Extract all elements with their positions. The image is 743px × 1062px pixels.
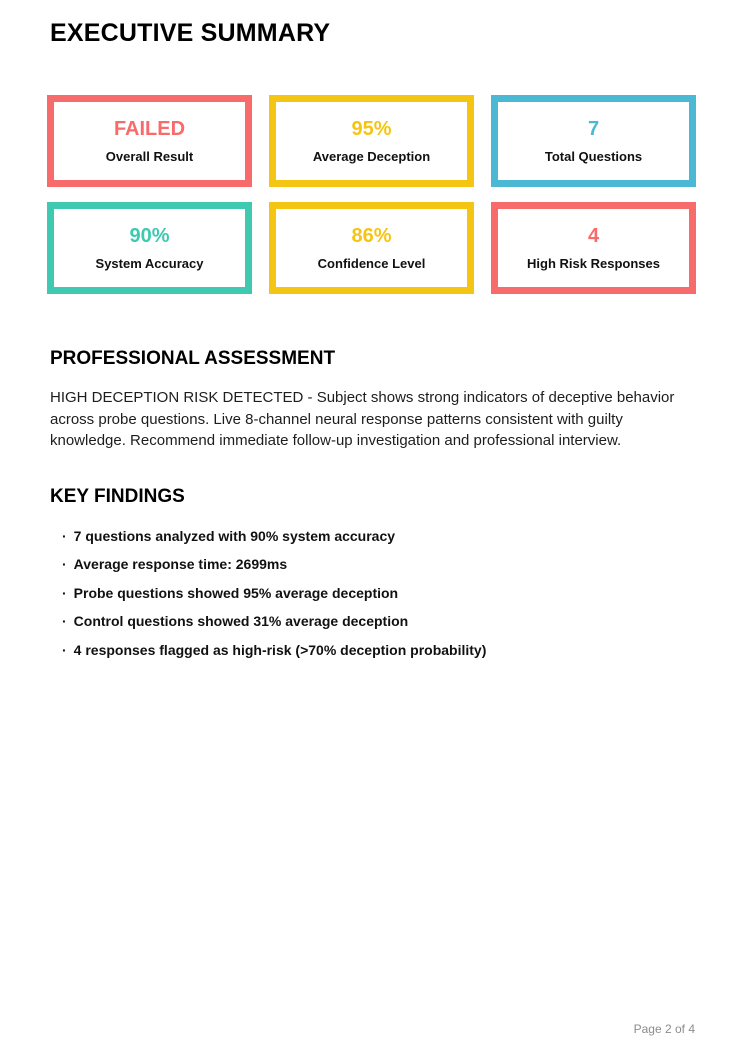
finding-item: [62, 556, 693, 573]
card-value: 7: [587, 118, 600, 140]
finding-text: Average response time: 2699ms: [73, 556, 288, 572]
summary-card: [269, 95, 474, 187]
finding-item: [62, 528, 693, 545]
assessment-heading: PROFESSIONAL ASSESSMENT: [50, 348, 336, 369]
report-page: [0, 18, 743, 1062]
professional-assessment-section: [0, 347, 743, 452]
finding-item: [62, 585, 693, 602]
card-label: Confidence Level: [317, 256, 426, 271]
page-number: Page 2 of 4: [633, 1022, 695, 1036]
finding-text: 7 questions analyzed with 90% system accuracy: [73, 527, 396, 544]
card-label: High Risk Responses: [527, 256, 660, 271]
finding-text: 4 responses flagged as high-risk (>70% deception probability): [73, 641, 487, 658]
page-title: EXECUTIVE SUMMARY: [50, 19, 331, 47]
bullet-glyph: ·: [62, 641, 67, 658]
findings-heading: KEY FINDINGS: [50, 485, 185, 507]
card-value: 95%: [351, 118, 392, 140]
finding-text: Probe questions showed 95% average deception: [73, 584, 399, 601]
summary-card: [269, 202, 474, 294]
bullet-glyph: ·: [62, 613, 67, 629]
bullet-glyph: ·: [62, 584, 67, 601]
bullet-glyph: ·: [62, 556, 67, 572]
card-value: 90%: [129, 225, 170, 247]
card-value: 86%: [351, 225, 392, 247]
key-findings-section: [0, 485, 743, 659]
card-label: System Accuracy: [95, 256, 204, 271]
card-label: Total Questions: [544, 149, 643, 164]
card-label: Overall Result: [105, 149, 194, 164]
finding-item: [62, 642, 693, 659]
summary-cards: [47, 95, 696, 294]
summary-card: [47, 202, 252, 294]
summary-card: [47, 95, 252, 187]
bullet-glyph: ·: [62, 527, 67, 544]
finding-text: Control questions showed 31% average deception: [73, 613, 409, 629]
findings-list: [62, 528, 693, 659]
assessment-body: HIGH DECEPTION RISK DETECTED - Subject shows strong indicators of deceptive behavior across probe questions. Live 8-channel neural response patterns consistent with guilty knowledge. Recommend immediate follow-up investigation and professional interview.: [50, 389, 675, 449]
card-value: FAILED: [113, 118, 186, 140]
card-label: Average Deception: [312, 149, 431, 164]
card-value: 4: [587, 225, 600, 247]
finding-item: [62, 613, 693, 630]
summary-card: [491, 202, 696, 294]
summary-card: [491, 95, 696, 187]
